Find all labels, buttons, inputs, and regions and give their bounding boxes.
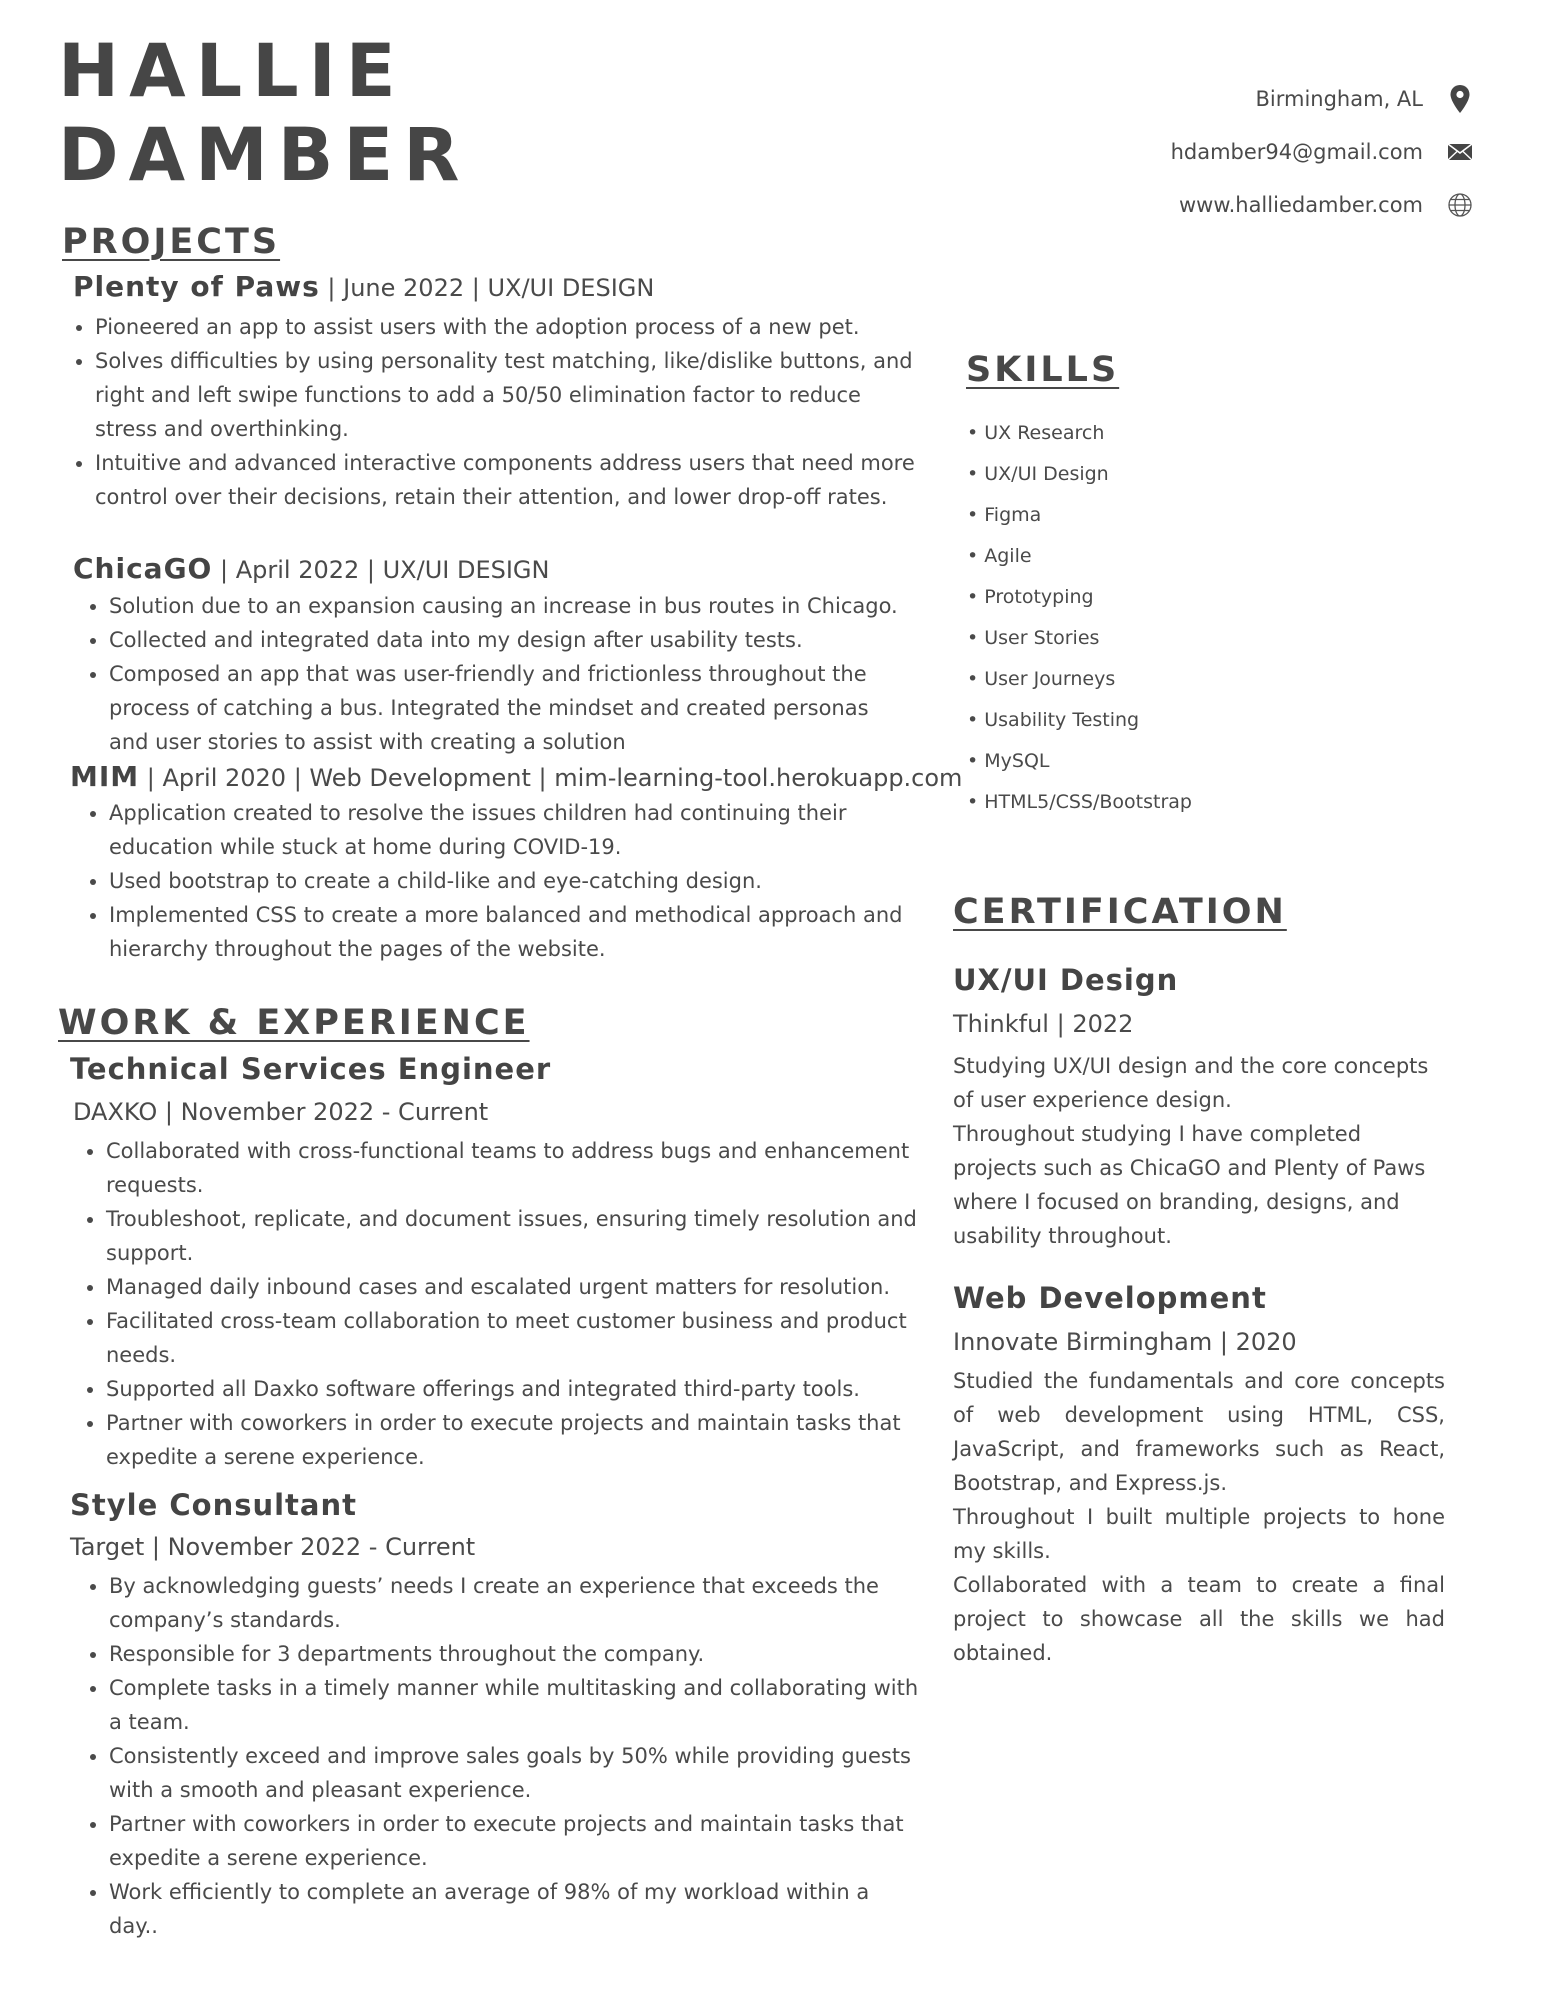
website-text[interactable]: www.halliedamber.com bbox=[1178, 192, 1423, 217]
list-item: • Managed daily inbound cases and escalated urgent matters for resolution. bbox=[106, 1270, 918, 1304]
email-text[interactable]: hdamber94@gmail.com bbox=[1170, 139, 1423, 164]
skill-item: • Agile bbox=[967, 545, 1032, 567]
list-item: • Collaborated with cross-functional teams to address bugs and enhancement requests. bbox=[106, 1134, 918, 1202]
skill-item: • Usability Testing bbox=[967, 709, 1140, 731]
location-pin-icon bbox=[1445, 84, 1475, 114]
list-item: • Composed an app that was user-friendly and frictionless throughout the process of catching a bus. Integrated the mindset and created personas and user stories to assist with creating a solution bbox=[109, 657, 909, 759]
list-item: • Consistently exceed and improve sales goals by 50% while providing guests with a smooth and pleasant experience. bbox=[109, 1739, 921, 1807]
name-line-last: DAMBER bbox=[58, 113, 470, 198]
list-item: • Complete tasks in a timely manner while multitasking and collaborating with a team. bbox=[109, 1671, 921, 1739]
project-meta: | April 2022 | UX/UI DESIGN bbox=[212, 556, 550, 584]
project-name: Plenty of Paws bbox=[73, 270, 320, 303]
list-item: • Pioneered an app to assist users with the adoption process of a new pet. bbox=[95, 310, 915, 344]
list-item: • Collected and integrated data into my design after usability tests. bbox=[109, 623, 909, 657]
cert-paragraph: Throughout I built multiple projects to hone my skills. bbox=[953, 1505, 1445, 1563]
project-header bbox=[73, 270, 654, 303]
project-bullets bbox=[71, 796, 917, 966]
project-bullets bbox=[71, 589, 909, 759]
contact-block bbox=[975, 72, 1475, 231]
project-meta: | June 2022 | UX/UI DESIGN bbox=[319, 274, 655, 302]
cert-issuer: Thinkful | 2022 bbox=[953, 1010, 1134, 1038]
contact-email[interactable] bbox=[975, 125, 1475, 178]
job-title: Style Consultant bbox=[70, 1488, 357, 1522]
list-item: • Intuitive and advanced interactive components address users that need more control over their decisions, retain their attention, and lower drop-off rates. bbox=[95, 446, 915, 514]
cert-paragraph: Throughout studying I have completed projects such as ChicaGO and Plenty of Paws where I focused on branding, designs, and usability throughout. bbox=[953, 1122, 1426, 1248]
job-bullets bbox=[71, 1569, 921, 1943]
job-company: DAXKO | November 2022 - Current bbox=[73, 1098, 489, 1126]
skill-item: • MySQL bbox=[967, 750, 1050, 772]
cert-title: UX/UI Design bbox=[953, 963, 1179, 997]
cert-paragraph: Studying UX/UI design and the core concepts of user experience design. bbox=[953, 1054, 1429, 1112]
project-header bbox=[70, 760, 962, 793]
location-text: Birmingham, AL bbox=[1255, 86, 1423, 111]
list-item: • Used bootstrap to create a child-like and eye-catching design. bbox=[109, 864, 917, 898]
skills-list bbox=[967, 422, 1192, 832]
list-item: • Supported all Daxko software offerings and integrated third-party tools. bbox=[106, 1372, 918, 1406]
list-item: • Solves difficulties by using personality test matching, like/dislike buttons, and right and left swipe functions to add a 50/50 elimination factor to reduce stress and overthinking. bbox=[95, 344, 915, 446]
cert-title: Web Development bbox=[953, 1281, 1267, 1315]
skill-item: • HTML5/CSS/Bootstrap bbox=[967, 791, 1192, 813]
project-name: ChicaGO bbox=[73, 552, 213, 585]
name-line-first: HALLIE bbox=[58, 29, 406, 114]
list-item: • Responsible for 3 departments throughout the company. bbox=[109, 1637, 921, 1671]
contact-location bbox=[975, 72, 1475, 125]
list-item: • Solution due to an expansion causing an increase in bus routes in Chicago. bbox=[109, 589, 909, 623]
work-heading: WORK & EXPERIENCE bbox=[58, 1003, 530, 1043]
skill-item: • UX Research bbox=[967, 422, 1105, 444]
cert-issuer: Innovate Birmingham | 2020 bbox=[953, 1328, 1297, 1356]
projects-heading: PROJECTS bbox=[62, 222, 281, 262]
cert-paragraph: Studied the fundamentals and core concepts of web development using HTML, CSS, JavaScript, and frameworks such as React, Bootstrap, and Express.js. bbox=[953, 1369, 1445, 1495]
job-title: Technical Services Engineer bbox=[70, 1052, 552, 1086]
list-item: • Troubleshoot, replicate, and document issues, ensuring timely resolution and support. bbox=[106, 1202, 918, 1270]
list-item: • Facilitated cross-team collaboration to meet customer business and product needs. bbox=[106, 1304, 918, 1372]
skill-item: • UX/UI Design bbox=[967, 463, 1109, 485]
project-header bbox=[73, 552, 549, 585]
cert-description bbox=[953, 1364, 1445, 1670]
skill-item: • Figma bbox=[967, 504, 1042, 526]
skill-item: • User Stories bbox=[967, 627, 1100, 649]
skills-heading: SKILLS bbox=[966, 350, 1120, 390]
envelope-icon bbox=[1445, 137, 1475, 167]
list-item: • Application created to resolve the issues children had continuing their education while stuck at home during COVID-19. bbox=[109, 796, 917, 864]
globe-icon bbox=[1445, 190, 1475, 220]
list-item: • Implemented CSS to create a more balanced and methodical approach and hierarchy throughout the pages of the website. bbox=[109, 898, 917, 966]
skill-item: • User Journeys bbox=[967, 668, 1116, 690]
job-company: Target | November 2022 - Current bbox=[70, 1533, 476, 1561]
project-name: MIM bbox=[70, 760, 140, 793]
list-item: • Work efficiently to complete an average of 98% of my workload within a day.. bbox=[109, 1875, 921, 1943]
job-bullets bbox=[68, 1134, 918, 1474]
cert-paragraph: Collaborated with a team to create a final project to showcase all the skills we had obtained. bbox=[953, 1573, 1445, 1665]
list-item: • Partner with coworkers in order to execute projects and maintain tasks that expedite a serene experience. bbox=[109, 1807, 921, 1875]
cert-description bbox=[953, 1049, 1448, 1253]
project-bullets bbox=[57, 310, 915, 514]
list-item: • By acknowledging guests’ needs I create an experience that exceeds the company’s standards. bbox=[109, 1569, 921, 1637]
project-meta: | April 2020 | Web Development | mim-learning-tool.herokuapp.com bbox=[139, 764, 963, 792]
contact-website[interactable] bbox=[975, 178, 1475, 231]
list-item: • Partner with coworkers in order to execute projects and maintain tasks that expedite a serene experience. bbox=[106, 1406, 918, 1474]
resume-name bbox=[58, 30, 469, 198]
skill-item: • Prototyping bbox=[967, 586, 1094, 608]
certification-heading: CERTIFICATION bbox=[953, 892, 1287, 932]
